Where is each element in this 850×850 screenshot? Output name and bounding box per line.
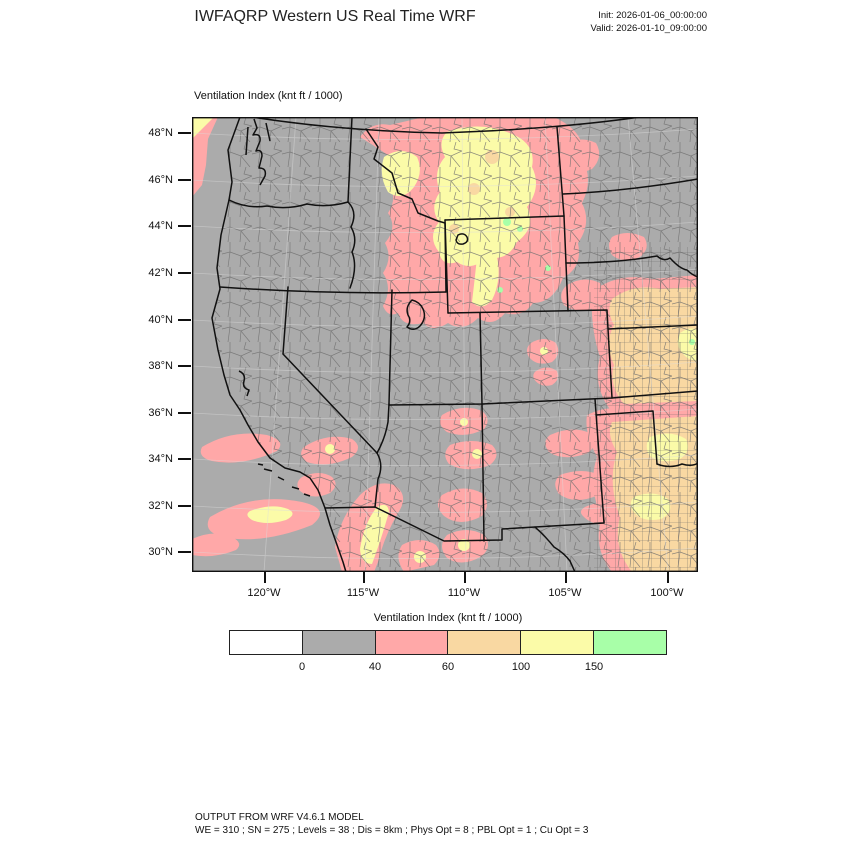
lat-label: 44°N bbox=[148, 220, 173, 232]
lon-label: 105°W bbox=[548, 587, 582, 599]
lat-label: 42°N bbox=[148, 267, 173, 279]
lon-label: 100°W bbox=[650, 587, 684, 599]
colorbar-cell-above-150 bbox=[594, 630, 667, 655]
colorbar-title: Ventilation Index (knt ft / 1000) bbox=[373, 612, 523, 624]
lat-tick bbox=[178, 551, 191, 553]
lon-tick bbox=[667, 572, 669, 583]
colorbar-cell-100-150 bbox=[521, 630, 594, 655]
init-time: Init: 2026-01-06_00:00:00 bbox=[598, 10, 707, 21]
lat-label: 36°N bbox=[148, 407, 173, 419]
lat-tick bbox=[178, 365, 191, 367]
lat-tick bbox=[178, 319, 191, 321]
colorbar-cell-below-0 bbox=[229, 630, 303, 655]
colorbar-cell-60-100 bbox=[448, 630, 521, 655]
run-times bbox=[590, 10, 707, 35]
lat-tick bbox=[178, 412, 191, 414]
page-title: IWFAQRP Western US Real Time WRF bbox=[194, 8, 476, 25]
lon-tick bbox=[565, 572, 567, 583]
valid-time: Valid: 2026-01-10_09:00:00 bbox=[590, 22, 707, 34]
lon-tick bbox=[264, 572, 266, 583]
lat-label: 46°N bbox=[148, 174, 173, 186]
colorbar-tick: 40 bbox=[368, 661, 382, 673]
lon-label: 115°W bbox=[346, 587, 380, 599]
colorbar-cell-0-40 bbox=[303, 630, 376, 655]
lat-tick bbox=[178, 272, 191, 274]
colorbar bbox=[229, 630, 667, 655]
lat-tick bbox=[178, 458, 191, 460]
lat-label: 38°N bbox=[148, 360, 173, 372]
lat-label: 32°N bbox=[148, 500, 173, 512]
lon-label: 120°W bbox=[247, 587, 281, 599]
lat-label: 30°N bbox=[148, 546, 173, 558]
model-info-line2: WE = 310 ; SN = 275 ; Levels = 38 ; Dis = 8km ; Phys Opt = 8 ; PBL Opt = 1 ; Cu Opt = 3 bbox=[195, 825, 589, 836]
lon-label: 110°W bbox=[447, 587, 481, 599]
colorbar-cell-40-60 bbox=[376, 630, 449, 655]
map-canvas bbox=[192, 117, 698, 572]
model-info-line1: OUTPUT FROM WRF V4.6.1 MODEL bbox=[195, 812, 364, 823]
map-plot bbox=[192, 117, 698, 572]
colorbar-tick: 60 bbox=[441, 661, 455, 673]
lat-tick bbox=[178, 132, 191, 134]
lat-label: 48°N bbox=[148, 127, 173, 139]
lat-label: 34°N bbox=[148, 453, 173, 465]
lat-label: 40°N bbox=[148, 314, 173, 326]
model-info bbox=[195, 811, 588, 837]
lat-tick bbox=[178, 179, 191, 181]
colorbar-tick: 100 bbox=[511, 661, 531, 673]
colorbar-tick: 0 bbox=[298, 661, 306, 673]
lat-tick bbox=[178, 505, 191, 507]
colorbar-tick: 150 bbox=[584, 661, 604, 673]
lon-tick bbox=[363, 572, 365, 583]
map-field-label: Ventilation Index (knt ft / 1000) bbox=[194, 90, 343, 102]
lon-tick bbox=[464, 572, 466, 583]
lat-tick bbox=[178, 225, 191, 227]
